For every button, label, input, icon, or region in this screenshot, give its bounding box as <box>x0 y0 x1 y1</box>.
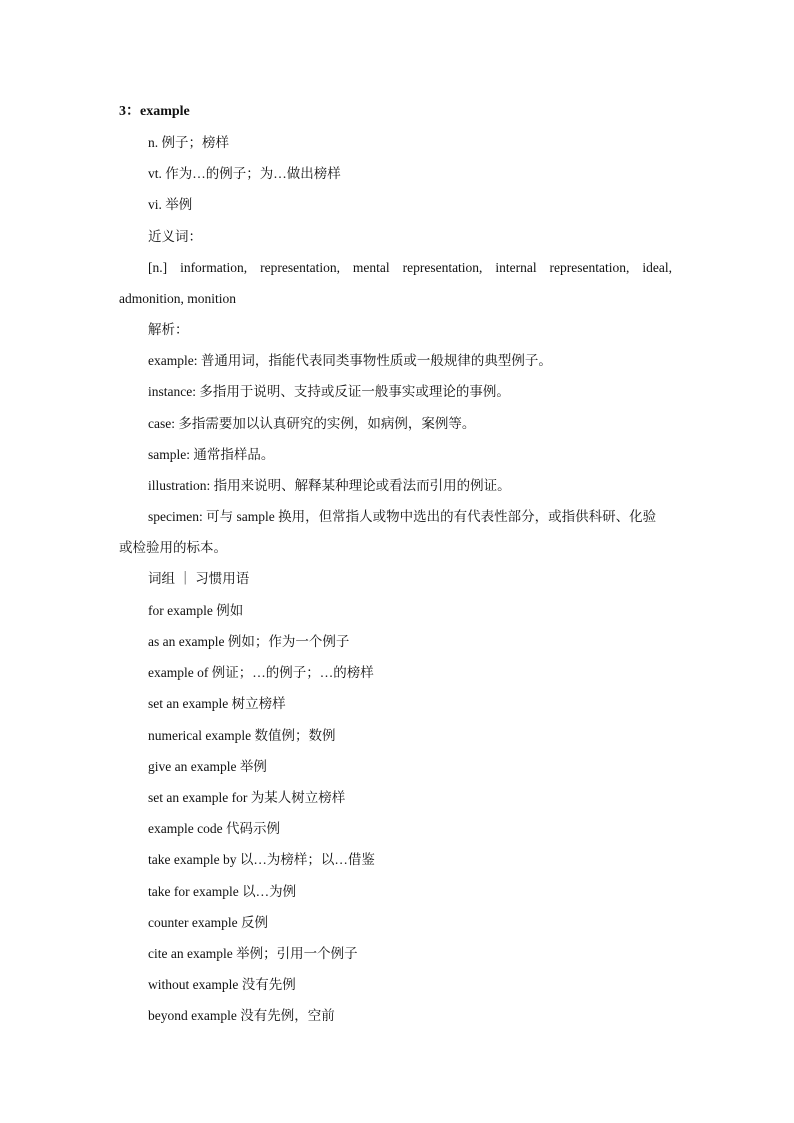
synonym-word: representation, <box>260 260 340 275</box>
phrase-item: numerical example 数值例；数例 <box>148 728 336 743</box>
analysis-illustration: illustration: 指用来说明、解释某种理论或看法而引用的例证。 <box>148 478 511 493</box>
phrases-label: 词组 ｜ 习惯用语 <box>148 571 250 586</box>
synonyms-line-2: admonition, monition <box>119 291 236 306</box>
analysis-label: 解析： <box>148 322 189 337</box>
phrase-item: take for example 以…为例 <box>148 884 297 899</box>
phrase-item: give an example 举例 <box>148 759 267 774</box>
analysis-specimen: specimen: 可与 sample 换用，但常指人或物中选出的有代表性部分，或指供科研、化验 <box>148 509 657 524</box>
entry-heading: 3：example <box>119 104 190 119</box>
synonym-word: internal <box>495 260 537 275</box>
phrase-item: example code 代码示例 <box>148 821 280 836</box>
synonym-word: ideal, <box>642 260 672 275</box>
synonym-word: representation, <box>549 260 630 275</box>
phrase-item: take example by 以…为榜样；以…借鉴 <box>148 852 375 867</box>
analysis-sample: sample: 通常指样品。 <box>148 447 275 462</box>
synonym-word: [n.] <box>148 260 168 275</box>
synonym-word: representation, <box>402 260 483 275</box>
analysis-specimen-continued: 或检验用的标本。 <box>119 540 227 555</box>
analysis-instance: instance: 多指用于说明、支持或反证一般事实或理论的事例。 <box>148 384 510 399</box>
definition-transitive-verb: vt. 作为…的例子；为…做出榜样 <box>148 166 341 181</box>
phrase-item: counter example 反例 <box>148 915 268 930</box>
definition-noun: n. 例子；榜样 <box>148 135 229 150</box>
synonym-word: information, <box>180 260 248 275</box>
phrase-item: beyond example 没有先例，空前 <box>148 1008 335 1023</box>
analysis-example: example: 普通用词，指能代表同类事物性质或一般规律的典型例子。 <box>148 353 552 368</box>
analysis-case: case: 多指需要加以认真研究的实例，如病例，案例等。 <box>148 416 476 431</box>
phrase-item: for example 例如 <box>148 603 244 618</box>
phrase-item: example of 例证；…的例子；…的榜样 <box>148 665 374 680</box>
phrase-item: set an example for 为某人树立榜样 <box>148 790 346 805</box>
phrase-item: as an example 例如；作为一个例子 <box>148 634 350 649</box>
synonym-word: mental <box>352 260 390 275</box>
phrase-item: without example 没有先例 <box>148 977 296 992</box>
synonyms-line-1 <box>148 258 672 278</box>
phrase-item: cite an example 举例；引用一个例子 <box>148 946 358 961</box>
definition-intransitive-verb: vi. 举例 <box>148 197 193 212</box>
synonyms-label: 近义词： <box>148 229 202 244</box>
phrase-item: set an example 树立榜样 <box>148 696 286 711</box>
